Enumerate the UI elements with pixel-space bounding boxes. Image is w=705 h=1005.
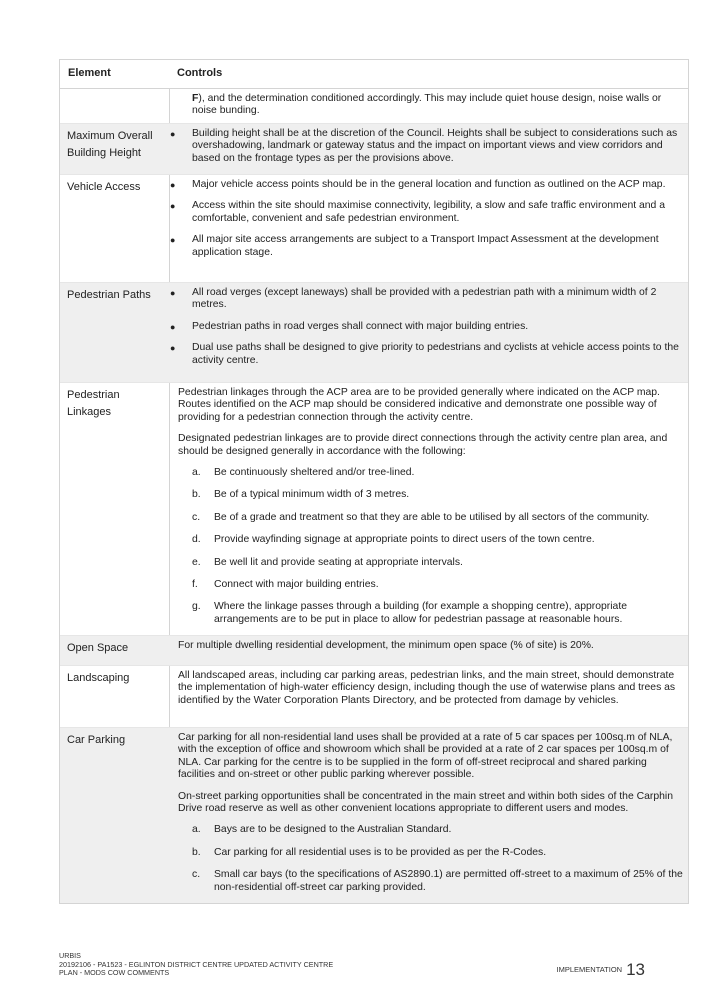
bullet-text: All road verges (except laneways) shall be provided with a pedestrian path with a minimum width of 2 metres. bbox=[192, 287, 657, 311]
bullet-icon: ● bbox=[170, 180, 176, 190]
element-cell: Landscaping bbox=[67, 672, 130, 684]
list-letter: c. bbox=[192, 511, 201, 523]
list-text: Bays are to be designed to the Australian Standard. bbox=[214, 824, 452, 836]
list-text: Small car bays (to the specifications of AS2890.1) are permitted off-street to a maximum of 25% of the non-residential off-street car parking provided. bbox=[214, 869, 683, 893]
bullet-icon: ● bbox=[170, 343, 176, 354]
bullet-text: Pedestrian paths in road verges shall connect with major building entries. bbox=[192, 320, 529, 332]
bullet-text: Dual use paths shall be designed to give priority to pedestrians and cyclists at vehicle access points to the activity centre. bbox=[192, 342, 679, 366]
list-letter: b. bbox=[192, 489, 201, 501]
continued-text bbox=[178, 93, 686, 118]
list-letter: g. bbox=[192, 601, 201, 613]
list-text: Car parking for all residential uses is to be provided as per the R-Codes. bbox=[214, 846, 547, 858]
paragraph: Car parking for all non-residential land uses shall be provided at a rate of 5 car spaces per 100sq.m of NLA, with the exception of office and showroom which shall be provided at a rate of 2 car spaces per 100sq.m of NLA. Car parking for the centre is to be supplied in the form of off-street reciprocal and shared parking facilities and on-street or other public parking wherever possible. bbox=[178, 732, 673, 781]
element-cell: Maximum Overall Building Height bbox=[67, 130, 153, 159]
continued-body: ), and the determination conditioned accordingly. This may include quiet house design, noise walls or noise bunding. bbox=[192, 93, 662, 117]
page-number: 13 bbox=[626, 960, 645, 979]
list-text: Be of a typical minimum width of 3 metres. bbox=[214, 489, 410, 501]
table-row-building-height bbox=[60, 124, 688, 175]
list-item bbox=[170, 200, 686, 225]
table-row-pedestrian-linkages bbox=[60, 383, 688, 636]
paragraph: Designated pedestrian linkages are to provide direct connections through the activity centre plan area, and should be designed generally in accordance with the following: bbox=[178, 433, 668, 457]
table-header bbox=[60, 60, 688, 89]
controls-cell bbox=[170, 666, 688, 727]
table-row-open-space bbox=[60, 636, 688, 666]
list-letter: c. bbox=[192, 869, 201, 881]
bullet-text: Building height shall be at the discretion of the Council. Heights shall be subject to considerations such as overshadowing, landmark or gateway status and the impact on important views and view corridors and based on the frontage types as per the provisions above. bbox=[192, 128, 678, 164]
list-item bbox=[170, 179, 686, 191]
controls-cell bbox=[170, 175, 688, 282]
element-cell: Pedestrian Paths bbox=[67, 289, 151, 301]
controls-cell bbox=[170, 636, 688, 665]
list-letter: d. bbox=[192, 534, 201, 546]
footer-page bbox=[557, 960, 645, 980]
paragraph: On-street parking opportunities shall be concentrated in the main street and within both sides of the Carphin Drive road reserve as well as other convenient locations appropriate to different users and modes. bbox=[178, 790, 673, 815]
list-item bbox=[170, 287, 686, 312]
list-item bbox=[178, 467, 686, 479]
list-item bbox=[170, 128, 686, 165]
list-letter: b. bbox=[192, 846, 201, 858]
list-item bbox=[178, 579, 686, 591]
list-text: Be continuously sheltered and/or tree-lined. bbox=[214, 467, 415, 479]
list-item bbox=[178, 557, 686, 569]
list-letter: a. bbox=[192, 824, 201, 836]
controls-cell bbox=[170, 283, 688, 382]
list-item bbox=[178, 601, 686, 626]
element-cell: Open Space bbox=[67, 642, 129, 654]
list-text: Connect with major building entries. bbox=[214, 579, 379, 591]
element-cell: Vehicle Access bbox=[67, 181, 141, 193]
continued-bold: F bbox=[192, 93, 199, 104]
footer-ref-line2: PLAN - MODS COW COMMENTS bbox=[59, 968, 170, 978]
list-letter: f. bbox=[192, 579, 198, 591]
controls-cell bbox=[170, 383, 688, 635]
controls-cell bbox=[170, 124, 688, 174]
bullet-icon: ● bbox=[170, 321, 176, 332]
paragraph: All landscaped areas, including car parking areas, pedestrian links, and the main street, should demonstrate the implementation of high-water efficiency design, including though the use of waterwise plans and trees as identified by the Water Corporation Plants Directory, and be protected from damage by vehicles. bbox=[178, 670, 676, 706]
list-item bbox=[178, 489, 686, 501]
bullet-text: All major site access arrangements are subject to a Transport Impact Assessment at the development application stage. bbox=[192, 234, 659, 258]
element-cell: Pedestrian Linkages bbox=[67, 389, 120, 418]
paragraph: For multiple dwelling residential development, the minimum open space (% of site) is 20%. bbox=[178, 640, 594, 651]
list-item bbox=[170, 342, 686, 367]
table-row-landscaping bbox=[60, 666, 688, 728]
list-item bbox=[170, 320, 686, 333]
paragraph: Pedestrian linkages through the ACP area are to be provided generally where indicated on the ACP map. Routes identified on the ACP map should be considered indicative and demonstrate one possible way of providing for a pedestrian connection through the activity centre. bbox=[178, 387, 660, 423]
list-item bbox=[170, 234, 686, 259]
list-item bbox=[178, 512, 686, 524]
footer-org: URBIS bbox=[59, 951, 81, 960]
header-element: Element bbox=[68, 67, 111, 79]
list-text: Be of a grade and treatment so that they are able to be utilised by all sectors of the community. bbox=[214, 511, 650, 523]
list-item bbox=[178, 824, 686, 836]
bullet-text: Major vehicle access points should be in the general location and function as outlined on the ACP map. bbox=[192, 179, 666, 190]
controls-cell bbox=[170, 89, 688, 123]
list-text: Provide wayfinding signage at appropriate points to direct users of the town centre. bbox=[214, 534, 595, 546]
footer-section: IMPLEMENTATION bbox=[556, 965, 623, 974]
element-cell: Car Parking bbox=[67, 734, 126, 746]
controls-table bbox=[59, 59, 689, 904]
header-controls: Controls bbox=[177, 67, 223, 79]
list-item bbox=[178, 534, 686, 546]
list-item bbox=[178, 869, 686, 894]
table-row-car-parking bbox=[60, 728, 688, 904]
bullet-icon: ● bbox=[170, 129, 176, 139]
list-text: Where the linkage passes through a building (for example a shopping centre), appropriate arrangements are to be put in place to allow for pedestrian passage at reasonable hours. bbox=[214, 601, 627, 625]
list-letter: e. bbox=[192, 556, 201, 568]
list-item bbox=[178, 847, 686, 859]
list-letter: a. bbox=[192, 467, 201, 479]
bullet-icon: ● bbox=[170, 288, 176, 298]
bullet-text: Access within the site should maximise connectivity, legibility, a slow and safe traffic environment and a comfortable, convenient and safe pedestrian environment. bbox=[192, 200, 665, 224]
footer-ref-line1: 20192106 - PA1523 - EGLINTON DISTRICT CENTRE UPDATED ACTIVITY CENTRE bbox=[59, 959, 334, 969]
controls-cell bbox=[170, 728, 688, 904]
table-row-continued bbox=[60, 89, 688, 124]
footer-reference bbox=[59, 952, 333, 978]
bullet-icon: ● bbox=[170, 235, 176, 246]
bullet-icon: ● bbox=[170, 201, 176, 212]
table-row-pedestrian-paths bbox=[60, 283, 688, 383]
element-cell bbox=[60, 89, 170, 123]
list-text: Be well lit and provide seating at appropriate intervals. bbox=[214, 556, 463, 568]
table-row-vehicle-access bbox=[60, 175, 688, 283]
